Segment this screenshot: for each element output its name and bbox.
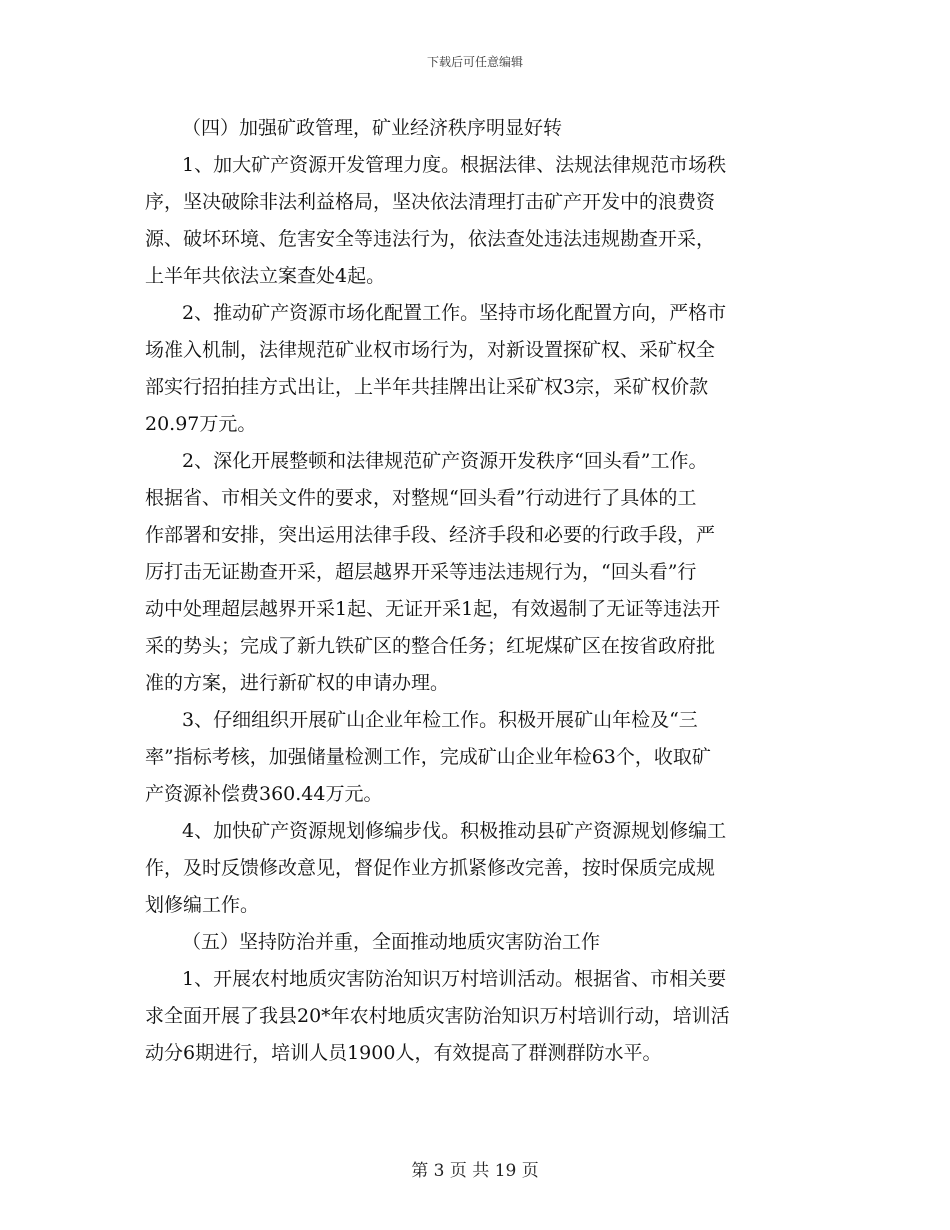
text-line: 部实行招拍挂方式出让，上半年共挂牌出让采矿权3宗，采矿权价款 [145, 376, 709, 398]
text-line: 采的势头；完成了新九铁矿区的整合任务；红坭煤矿区在按省政府批 [145, 635, 716, 657]
header-note: 下载后可任意编辑 [426, 55, 523, 69]
text-line: 准的方案，进行新矿权的申请办理。 [145, 672, 450, 694]
text-line: 上半年共依法立案查处4起。 [145, 265, 386, 287]
text-line: 作部署和安排，突出运用法律手段、经济手段和必要的行政手段，严 [145, 524, 716, 546]
text-line: 动分6期进行，培训人员1900人，有效提高了群测群防水平。 [145, 1042, 662, 1064]
text-line: 4、加快矿产资源规划修编步伐。积极推动县矿产资源规划修编工 [182, 820, 727, 842]
text-line: 序，坚决破除非法利益格局，坚决依法清理打击矿产开发中的浪费资 [145, 191, 716, 213]
text-line: 率”指标考核，加强储量检测工作，完成矿山企业年检63个，收取矿 [145, 746, 711, 768]
heading-4: （四）加强矿政管理，矿业经济秩序明显好转 [182, 117, 563, 139]
text-line: 作，及时反馈修改意见，督促作业方抓紧修改完善，按时保质完成规 [145, 857, 716, 879]
text-line: 1、加大矿产资源开发管理力度。根据法律、法规法律规范市场秩 [182, 154, 727, 176]
text-line: 根据省、市相关文件的要求，对整规“回头看”行动进行了具体的工 [145, 487, 697, 509]
text-line: 3、仔细组织开展矿山企业年检工作。积极开展矿山年检及“三 [182, 709, 698, 731]
page-number: 第 3 页 共 19 页 [411, 1161, 539, 1181]
text-line: 1、开展农村地质灾害防治知识万村培训活动。根据省、市相关要 [182, 968, 727, 990]
text-line: 厉打击无证勘查开采，超层越界开采等违法违规行为，“回头看”行 [145, 561, 697, 583]
text-line: 源、破坏环境、危害安全等违法行为，依法查处违法违规勘查开采， [145, 228, 716, 250]
text-line: 场准入机制，法律规范矿业权市场行为，对新设置探矿权、采矿权全 [145, 339, 716, 361]
text-line: 划修编工作。 [145, 894, 260, 916]
heading-5: （五）坚持防治并重，全面推动地质灾害防治工作 [182, 931, 601, 953]
text-line: 产资源补偿费360.44万元。 [145, 783, 383, 805]
text-line: 2、推动矿产资源市场化配置工作。坚持市场化配置方向，严格市 [182, 302, 727, 324]
text-line: 动中处理超层越界开采1起、无证开采1起，有效遏制了无证等违法开 [145, 598, 721, 620]
text-line: 20.97万元。 [145, 413, 257, 435]
text-line: 求全面开展了我县20*年农村地质灾害防治知识万村培训行动，培训活 [145, 1005, 730, 1027]
text-line: 2、深化开展整顿和法律规范矿产资源开发秩序“回头看”工作。 [182, 450, 708, 472]
